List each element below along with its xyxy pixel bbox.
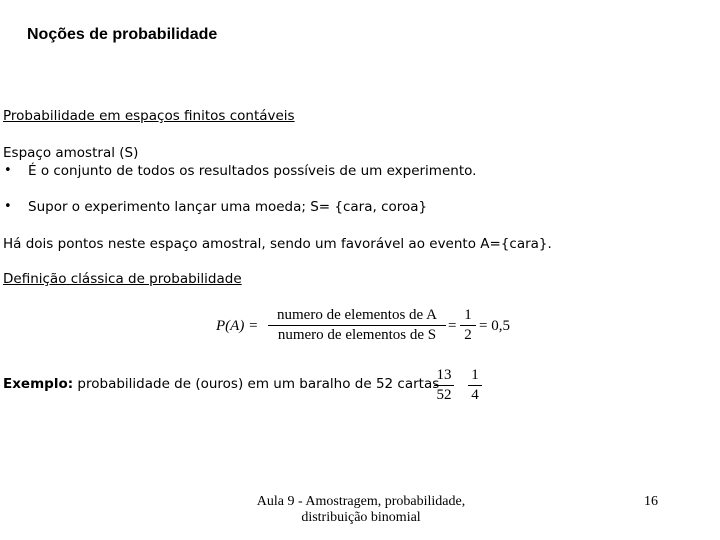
footer-line-1: Aula 9 - Amostragem, probabilidade, — [256, 494, 466, 509]
example-frac2-numerator: 1 — [471, 367, 479, 383]
bullet-text-1: É o conjunto de todos os resultados possíveis de um experimento. — [28, 163, 477, 179]
example-frac1-denominator: 52 — [436, 387, 452, 403]
example-frac1-numerator: 13 — [436, 367, 452, 383]
formula-result: = 0,5 — [479, 318, 510, 334]
half-denominator: 2 — [464, 327, 472, 343]
definition-heading: Definição clássica de probabilidade — [3, 271, 242, 287]
example-label: Exemplo: — [3, 376, 74, 392]
fraction-bar — [268, 325, 446, 326]
fraction-bar — [460, 325, 476, 326]
fraction-bar — [468, 385, 482, 386]
half-numerator: 1 — [464, 307, 472, 323]
example-line — [3, 376, 439, 392]
formula-denominator: numero de elementos de S — [277, 327, 437, 343]
bullet-text-2: Supor o experimento lançar uma moeda; S= {cara, coroa} — [28, 199, 428, 215]
example-fraction-2 — [468, 367, 482, 404]
sample-space-label: Espaço amostral (S) — [3, 145, 139, 161]
fraction-bar — [434, 385, 454, 386]
section-heading: Probabilidade em espaços finitos contáveis — [3, 108, 295, 124]
bullet-marker-1: • — [4, 163, 12, 178]
example-frac2-denominator: 4 — [471, 387, 479, 403]
example-text: probabilidade de (ouros) em um baralho de 52 cartas — [73, 376, 440, 392]
formula-half-fraction — [460, 307, 476, 344]
footer-line-2: distribuição binomial — [301, 510, 421, 525]
formula-equals: = — [448, 318, 457, 334]
formula-lhs: P(A) = — [216, 318, 259, 334]
slide-title: Noções de probabilidade — [27, 26, 218, 43]
formula-main-fraction — [268, 307, 446, 344]
formula-numerator: numero de elementos de A — [277, 307, 437, 323]
sample-space-paragraph: Há dois pontos neste espaço amostral, sendo um favorável ao evento A={cara}. — [3, 236, 552, 252]
footer-caption — [230, 494, 492, 526]
bullet-marker-2: • — [4, 199, 12, 214]
page-number: 16 — [644, 494, 658, 509]
example-fraction-1 — [434, 367, 454, 404]
